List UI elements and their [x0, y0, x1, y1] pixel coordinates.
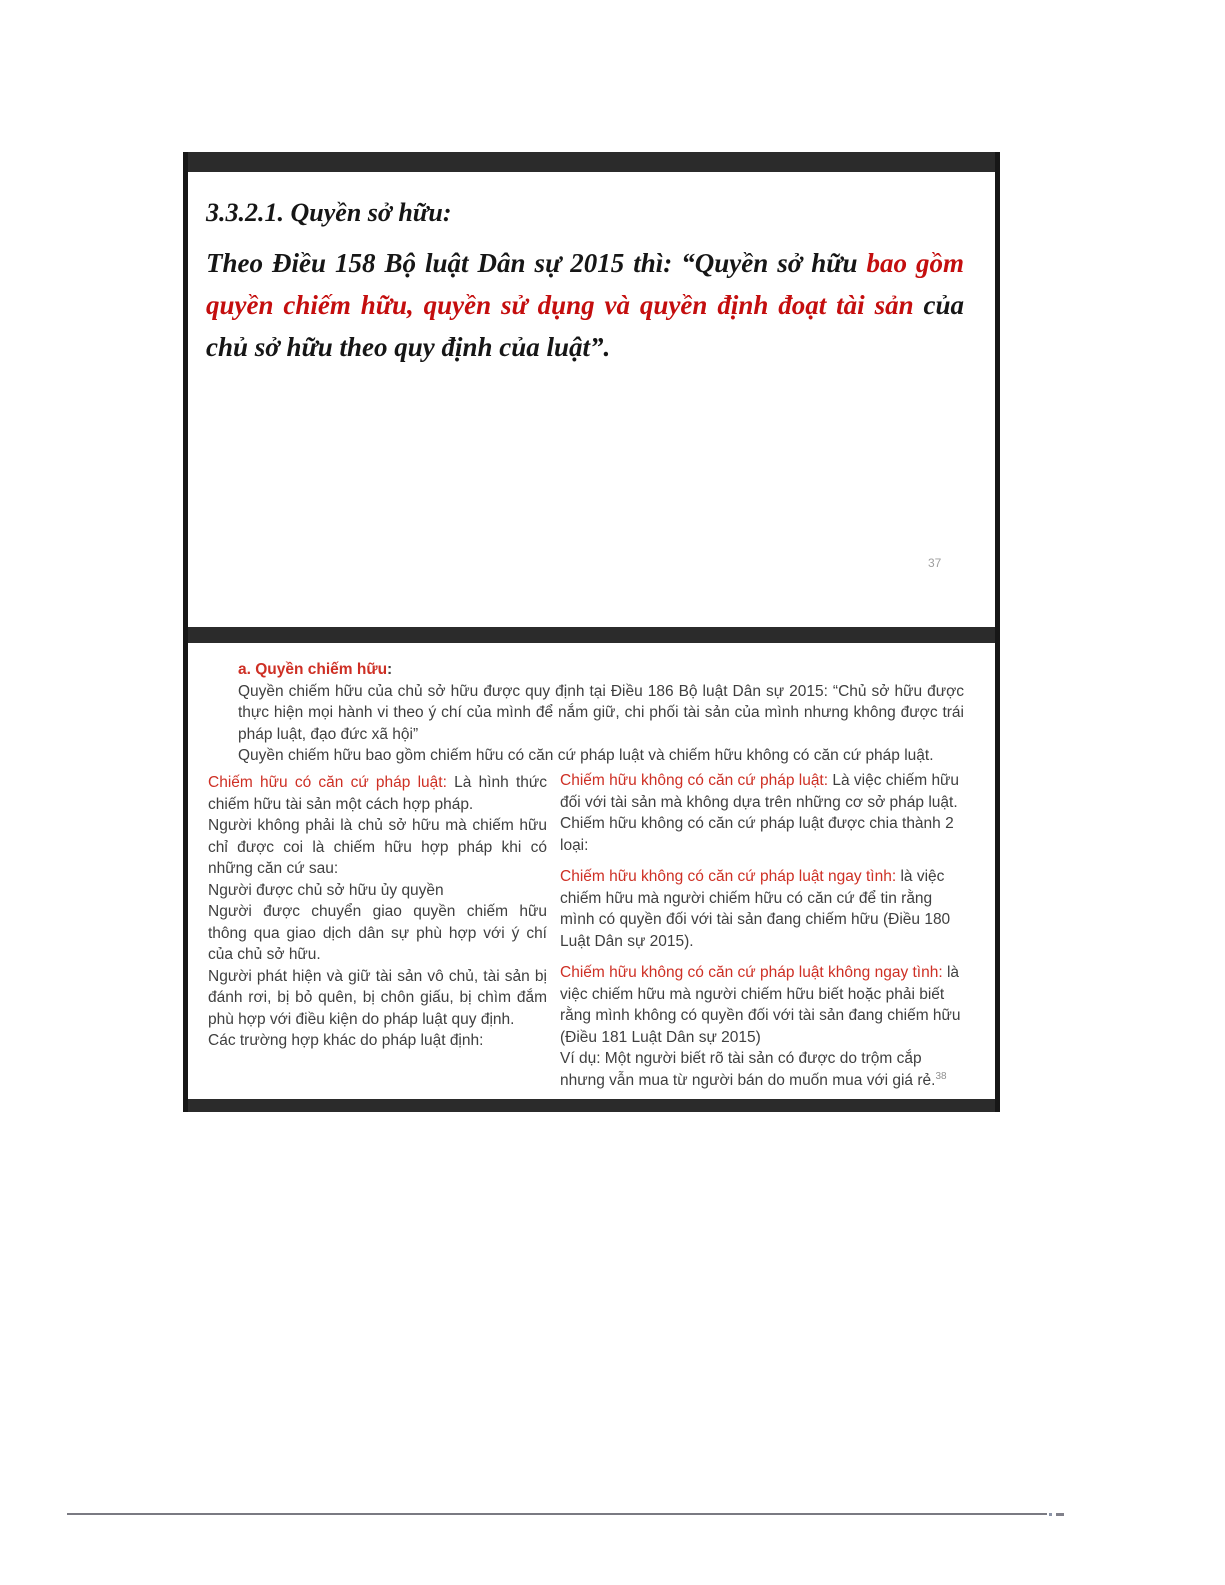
slide1-title: 3.3.2.1. Quyền sở hữu:: [206, 198, 452, 227]
slide2-intro-block: [238, 659, 964, 767]
slide2-section-heading: [238, 659, 964, 681]
slide2-intro-paragraph: Quyền chiếm hữu của chủ sở hữu được quy định tại Điều 186 Bộ luật Dân sự 2015: “Chủ sở hữu được thực hiện mọi hành vi theo ý chí của mình để nắm giữ, chi phối tài sản của mình nhưng không được trái pháp luật, đạo đức xã hội”: [238, 682, 964, 743]
left-lead-red-text: Chiếm hữu có căn cứ pháp luật:: [208, 774, 447, 791]
left-lead-paragraph: [208, 772, 547, 815]
right-rest-text-2: là việc chiếm hữu mà người chiếm hữu có căn cứ để tin rằng mình có quyền đối với tài sản đang chiếm hữu (Điều 180 Luật Dân sự 2015).: [560, 868, 951, 950]
footnote-divider-line: [67, 1513, 1047, 1515]
left-paragraph: Người được chủ sở hữu ủy quyền: [208, 881, 444, 899]
slide2-page-number: 38: [935, 1070, 947, 1082]
footnote-divider-dot: [1049, 1513, 1052, 1516]
right-paragraph: [560, 962, 967, 1048]
slide2-left-column: [208, 772, 547, 1052]
footnote-divider-dash: [1056, 1513, 1064, 1516]
right-lead-red-text-1: Chiếm hữu không có căn cứ pháp luật:: [560, 772, 829, 789]
section-heading-red-text: a. Quyền chiếm hữu: [238, 661, 388, 678]
right-paragraph-group-1: [560, 770, 967, 856]
slide1-page-number: 37: [928, 556, 942, 570]
right-example-paragraph: [560, 1048, 967, 1091]
slide-page-38: [188, 643, 995, 1099]
right-lead-red-text-3: Chiếm hữu không có căn cứ pháp luật không ngay tình:: [560, 964, 943, 981]
slide-page-37: [188, 172, 995, 627]
section-heading-colon: :: [387, 661, 393, 678]
quote-black-part-2: của chủ sở hữu theo quy định của luật”.: [206, 290, 964, 362]
left-paragraph: Người được chuyển giao quyền chiếm hữu thông qua giao dịch dân sự phù hợp với ý chí của chủ sở hữu.: [208, 903, 547, 963]
right-example-text: Ví dụ: Một người biết rõ tài sản có được do trộm cắp nhưng vẫn mua từ người bán do muốn mua với giá rẻ.: [560, 1050, 936, 1089]
left-paragraph: Người phát hiện và giữ tài sản vô chủ, tài sản bị đánh rơi, bị bỏ quên, bị chôn giấu, bị chìm đắm phù hợp với điều kiện do pháp luật quy định.: [208, 967, 547, 1028]
slide-deck-frame: [183, 152, 1000, 1112]
right-lead-red-text-2: Chiếm hữu không có căn cứ pháp luật ngay tình:: [560, 868, 897, 885]
left-paragraph: Người không phải là chủ sở hữu mà chiếm hữu chỉ được coi là chiếm hữu hợp pháp khi có những căn cứ sau:: [208, 817, 547, 877]
slide1-quote-paragraph: [206, 242, 964, 368]
right-rest-text-1: Là việc chiếm hữu đối với tài sản mà không dựa trên những cơ sở pháp luật. Chiếm hữu không có căn cứ pháp luật được chia thành 2 loại:: [560, 772, 960, 854]
right-paragraph-group-3: [560, 962, 967, 1091]
left-paragraph: Các trường hợp khác do pháp luật định:: [208, 1032, 484, 1049]
right-rest-text-3: là việc chiếm hữu mà người chiếm hữu biết hoặc phải biết rằng mình không có quyền đối với tài sản đang chiếm hữu (Điều 181 Luật Dân sự 2015): [560, 964, 961, 1046]
slide2-right-column: [560, 770, 967, 1101]
right-paragraph: [560, 770, 967, 856]
quote-black-part-1: Theo Điều 158 Bộ luật Dân sự 2015 thì: “Quyền sở hữu: [206, 248, 867, 278]
left-lead-rest-text: Là hình thức chiếm hữu tài sản một cách hợp pháp.: [208, 774, 548, 813]
right-paragraph-group-2: [560, 866, 967, 952]
right-paragraph: [560, 866, 967, 952]
slide2-intro-paragraph-2: Quyền chiếm hữu bao gồm chiếm hữu có căn cứ pháp luật và chiếm hữu không có căn cứ pháp luật.: [238, 747, 934, 764]
quote-red-part: bao gồm quyền chiếm hữu, quyền sử dụng và quyền định đoạt tài sản: [206, 248, 964, 320]
